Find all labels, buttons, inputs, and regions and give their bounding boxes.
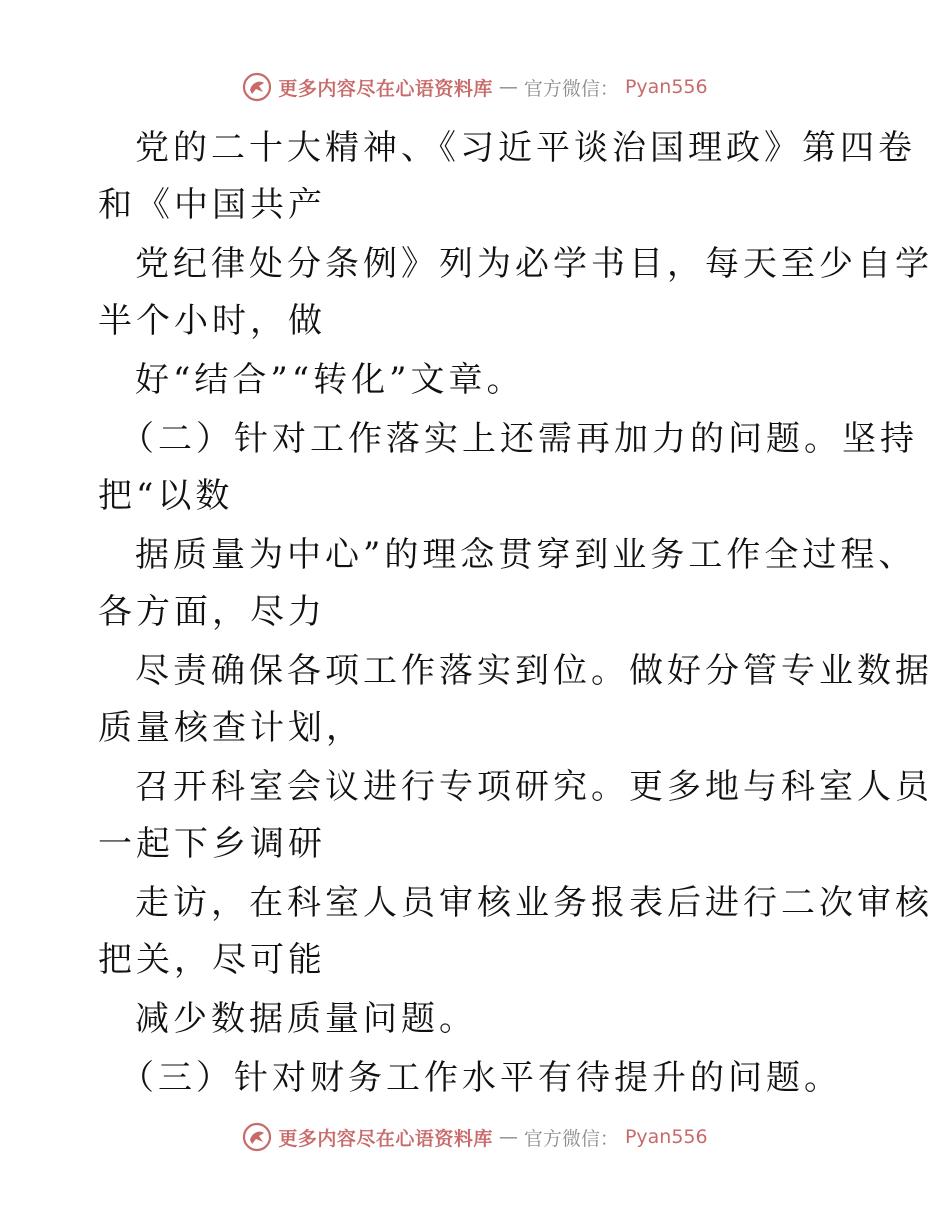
watermark-contact-id: Pyan556: [624, 1126, 708, 1148]
text-line: 半个小时，做: [98, 301, 326, 341]
text-line: 召开科室会议进行专项研究。更多地与科室人员: [135, 767, 933, 807]
watermark-contact-id: Pyan556: [624, 76, 708, 98]
text-line: 党的二十大精神、《习近平谈治国理政》第四卷: [135, 128, 916, 168]
watermark-text: 更多内容尽在心语资料库: [278, 77, 493, 100]
text-line: 据质量为中心”的理念贯穿到业务工作全过程、: [135, 535, 917, 575]
text-line: （三）针对财务工作水平有待提升的问题。: [120, 1058, 842, 1098]
text-line: （二）针对工作落实上还需再加力的问题。坚持: [120, 419, 918, 459]
text-line: 好“结合”“转化”文章。: [135, 360, 525, 400]
text-line: 把关，尽可能: [98, 940, 326, 980]
text-line: 和《中国共产: [98, 185, 326, 225]
watermark-text: 更多内容尽在心语资料库: [278, 1127, 493, 1150]
seal-logo-icon: [242, 1122, 272, 1152]
footer-watermark: [0, 1122, 950, 1152]
text-line: 减少数据质量问题。: [135, 999, 477, 1039]
watermark-contact-label: 官方微信：: [523, 1127, 619, 1150]
text-line: 党纪律处分条例》列为必学书目，每天至少自学: [135, 244, 933, 284]
header-watermark: [0, 72, 950, 102]
text-line: 各方面，尽力: [98, 592, 326, 632]
seal-logo-icon: [242, 72, 272, 102]
text-line: 走访，在科室人员审核业务报表后进行二次审核: [135, 883, 933, 923]
text-line: 把“以数: [98, 476, 234, 516]
text-line: 质量核查计划，: [98, 708, 364, 748]
text-line: 尽责确保各项工作落实到位。做好分管专业数据: [135, 651, 933, 691]
watermark-separator: —: [498, 1126, 518, 1148]
watermark-contact-label: 官方微信：: [523, 77, 619, 100]
watermark-separator: —: [498, 76, 518, 98]
text-line: 一起下乡调研: [98, 824, 326, 864]
